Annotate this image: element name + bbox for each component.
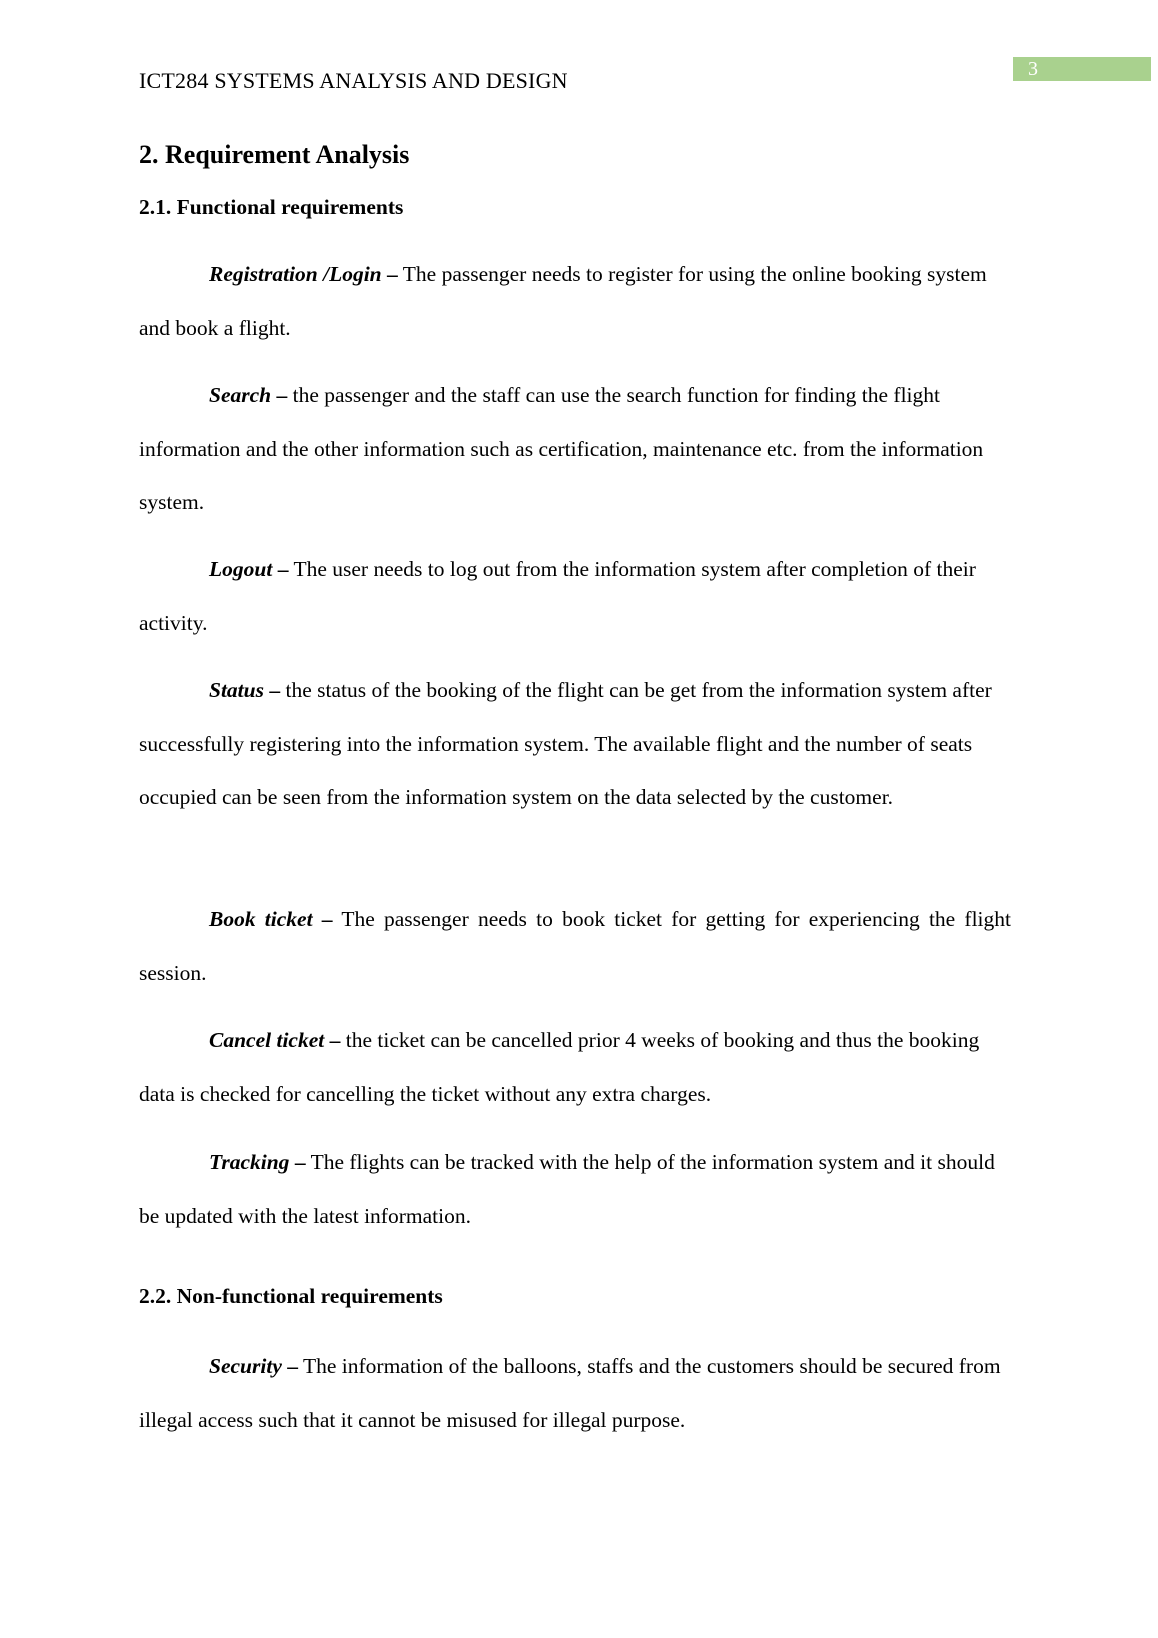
non-functional-requirements-heading: 2.2. Non-functional requirements xyxy=(139,1284,443,1308)
running-header: ICT284 SYSTEMS ANALYSIS AND DESIGN xyxy=(139,68,568,93)
requirement-cancel-ticket xyxy=(139,1014,1011,1121)
requirement-logout xyxy=(139,543,1011,650)
requirement-term: Logout xyxy=(209,557,273,581)
page-number-badge xyxy=(1013,57,1151,81)
requirement-text: The passenger needs to book ticket for getting for experiencing the flight session. xyxy=(139,907,1011,985)
requirement-dash: – xyxy=(269,678,281,702)
requirement-text: The passenger needs to register for using the online booking system and book a flight. xyxy=(139,262,987,340)
requirement-term: Book ticket xyxy=(209,907,313,931)
page-number: 3 xyxy=(1028,58,1038,80)
requirement-book-ticket xyxy=(139,893,1011,1000)
requirement-text: the status of the booking of the flight can be get from the information system after successfully registering into the information system. The available flight and the number of seats occupied can be seen from the information system on the data selected by the customer. xyxy=(139,678,992,809)
requirement-dash: – xyxy=(276,383,288,407)
section-title: 2. Requirement Analysis xyxy=(139,140,410,169)
requirement-security xyxy=(139,1340,1011,1447)
requirement-dash: – xyxy=(294,1150,306,1174)
requirement-text: The information of the balloons, staffs and the customers should be secured from illegal access such that it cannot be misused for illegal purpose. xyxy=(139,1354,1001,1432)
requirement-dash: – xyxy=(287,1354,298,1378)
requirement-term: Search xyxy=(209,383,272,407)
functional-requirements-heading: 2.1. Functional requirements xyxy=(139,195,404,219)
requirement-status xyxy=(139,664,1011,825)
requirement-text: the passenger and the staff can use the search function for finding the flight information and the other information such as certification, maintenance etc. from the information system. xyxy=(139,383,984,514)
requirement-term: Registration /Login xyxy=(209,262,382,286)
requirement-search xyxy=(139,369,1011,530)
requirement-tracking xyxy=(139,1136,1011,1243)
requirement-dash: – xyxy=(321,907,333,931)
requirement-dash: – xyxy=(277,557,289,581)
requirement-registration-login xyxy=(139,248,1011,355)
requirement-dash: – xyxy=(329,1028,341,1052)
requirement-term: Cancel ticket xyxy=(209,1028,325,1052)
requirement-term: Security xyxy=(209,1354,282,1378)
requirement-term: Status xyxy=(209,678,264,702)
requirement-text: the ticket can be cancelled prior 4 weeks of booking and thus the booking data is checked for cancelling the ticket without any extra charges. xyxy=(139,1028,980,1106)
requirement-dash: – xyxy=(387,262,398,286)
requirement-text: The user needs to log out from the information system after completion of their activity. xyxy=(139,557,976,635)
requirement-text: The flights can be tracked with the help of the information system and it should be updated with the latest information. xyxy=(139,1150,995,1228)
requirement-term: Tracking xyxy=(209,1150,290,1174)
